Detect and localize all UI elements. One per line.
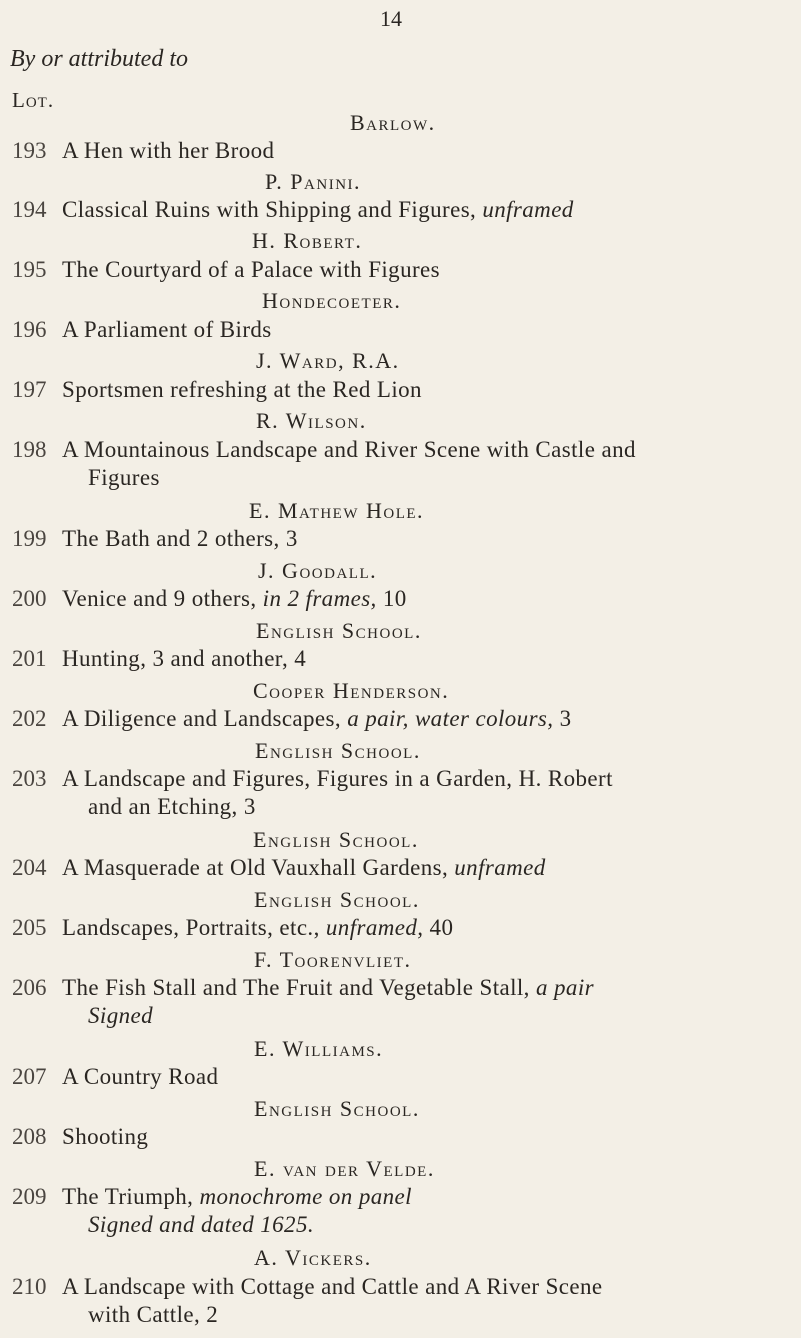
section-heading: By or attributed to xyxy=(10,46,188,72)
lot-title: A Masquerade at Old Vauxhall Gardens, unframed xyxy=(62,855,546,880)
lot-title: Landscapes, Portraits, etc., unframed, 40 xyxy=(62,915,454,940)
lot-title: A Landscape with Cottage and Cattle and A River Scene xyxy=(62,1274,603,1299)
artist-name: Cooper Henderson. xyxy=(253,678,450,703)
lot-number: 195 xyxy=(12,257,47,282)
lot-title: The Courtyard of a Palace with Figures xyxy=(62,257,440,282)
lot-title: A Landscape and Figures, Figures in a Garden, H. Robert xyxy=(62,766,613,791)
artist-name: E. Williams. xyxy=(254,1036,384,1061)
lot-number: 197 xyxy=(12,377,47,402)
artist-name: Barlow. xyxy=(350,110,436,135)
artist-name: English School. xyxy=(256,618,422,643)
lot-number: 202 xyxy=(12,706,47,731)
artist-name: English School. xyxy=(254,1096,420,1121)
artist-name: E. Mathew Hole. xyxy=(249,498,425,523)
lot-title-continuation: Signed xyxy=(88,1003,153,1028)
lot-title-continuation: with Cattle, 2 xyxy=(88,1302,219,1327)
lot-number: 203 xyxy=(12,766,47,791)
lot-number: 204 xyxy=(12,855,47,880)
lot-number: 207 xyxy=(12,1064,47,1089)
lot-number: 199 xyxy=(12,526,47,551)
lot-title: The Triumph, monochrome on panel xyxy=(62,1184,412,1209)
artist-name: R. Wilson. xyxy=(256,408,367,433)
lot-title: A Parliament of Birds xyxy=(62,317,272,342)
lot-title-continuation: Signed and dated 1625. xyxy=(88,1212,314,1237)
lot-number: 208 xyxy=(12,1124,47,1149)
lot-number: 209 xyxy=(12,1184,47,1209)
lot-number: 200 xyxy=(12,586,47,611)
lot-number: 206 xyxy=(12,975,47,1000)
artist-name: A. Vickers. xyxy=(254,1245,372,1270)
artist-name: Hondecoeter. xyxy=(262,288,402,313)
lot-number: 210 xyxy=(12,1274,47,1299)
lot-number: 201 xyxy=(12,646,47,671)
lot-title: Sportsmen refreshing at the Red Lion xyxy=(62,377,422,402)
lot-number: 194 xyxy=(12,197,47,222)
lot-title: The Fish Stall and The Fruit and Vegetable Stall, a pair xyxy=(62,975,594,1000)
lot-title: Venice and 9 others, in 2 frames, 10 xyxy=(62,586,407,611)
lot-title: A Country Road xyxy=(62,1064,219,1089)
lot-number: 193 xyxy=(12,138,47,163)
lot-title: A Diligence and Landscapes, a pair, water colours, 3 xyxy=(62,706,572,731)
artist-name: H. Robert. xyxy=(252,228,363,253)
artist-name: English School. xyxy=(253,827,419,852)
lot-title-continuation: Figures xyxy=(88,465,160,490)
lot-number: 198 xyxy=(12,437,47,462)
lot-title: Hunting, 3 and another, 4 xyxy=(62,646,307,671)
artist-name: J. Ward, R.A. xyxy=(256,348,400,373)
artist-name: J. Goodall. xyxy=(258,558,378,583)
lot-title-continuation: and an Etching, 3 xyxy=(88,794,256,819)
lot-column-label: Lot. xyxy=(12,88,55,112)
lot-title: Shooting xyxy=(62,1124,149,1149)
lot-title: Classical Ruins with Shipping and Figures, unframed xyxy=(62,197,574,222)
page-number: 14 xyxy=(380,6,402,31)
artist-name: English School. xyxy=(254,887,420,912)
lot-title: A Mountainous Landscape and River Scene with Castle and xyxy=(62,437,636,462)
lot-number: 205 xyxy=(12,915,47,940)
lot-title: The Bath and 2 others, 3 xyxy=(62,526,298,551)
artist-name: E. van der Velde. xyxy=(254,1156,435,1181)
lot-title: A Hen with her Brood xyxy=(62,138,275,163)
artist-name: F. Toorenvliet. xyxy=(254,947,412,972)
lot-number: 196 xyxy=(12,317,47,342)
artist-name: English School. xyxy=(255,738,421,763)
artist-name: P. Panini. xyxy=(265,169,362,194)
